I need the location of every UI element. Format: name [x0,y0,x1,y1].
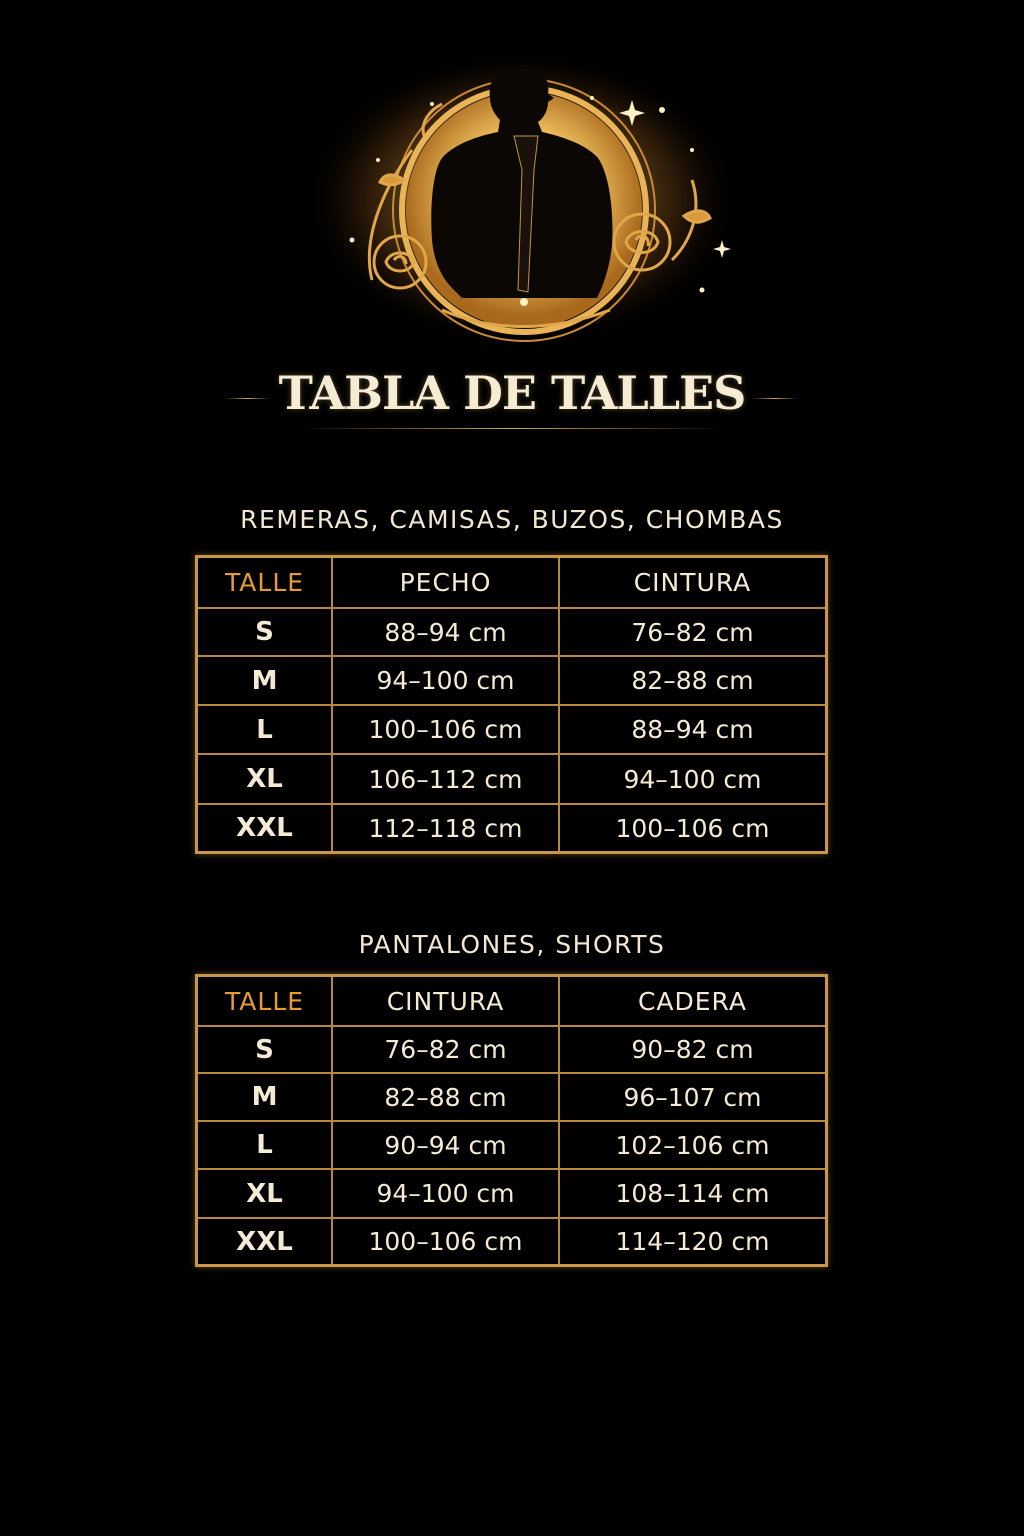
table-row [198,607,825,655]
measure-cell: 94–100 cm [333,1170,560,1217]
man-in-suit-emblem-icon [292,40,752,350]
measure-cell: 100–106 cm [333,706,560,753]
measure-cell: 82–88 cm [333,1074,560,1120]
measure-cell: 106–112 cm [333,755,560,803]
size-cell: S [198,1027,333,1072]
title-block [0,360,1024,440]
table-header-row [198,558,825,607]
header-cell-talle: TALLE [198,977,333,1025]
measure-cell: 94–100 cm [623,764,762,794]
table-row [198,753,825,803]
table-row [198,1120,825,1168]
measure-cell: 76–82 cm [333,1027,560,1072]
table-row [198,1168,825,1217]
title-underline [300,428,724,429]
table-row [198,803,825,851]
page-title: TABLA DE TALLES [278,366,746,420]
table-row [198,655,825,704]
header-cell-talle: TALLE [198,558,333,607]
size-cell: L [198,706,333,753]
measure-cell: 108–114 cm [615,1179,770,1208]
table-row [198,704,825,753]
measure-cell: 112–118 cm [333,805,560,851]
header-cell-pecho: PECHO [333,558,560,607]
size-table-tops [195,555,828,854]
header-cell-cintura: CINTURA [633,568,752,597]
header-cell-cadera: CADERA [637,986,748,1016]
measure-cell: 76–82 cm [631,617,754,647]
size-cell: XL [198,755,333,803]
size-cell: S [198,609,333,655]
measure-cell: 100–106 cm [333,1219,560,1264]
table-row [198,1217,825,1264]
measure-cell: 100–106 cm [615,813,770,843]
logo-emblem [292,40,752,350]
measure-cell: 90–82 cm [631,1035,754,1064]
size-cell: XXL [198,805,333,851]
section-title-tops: REMERAS, CAMISAS, BUZOS, CHOMBAS [240,505,784,534]
size-table-bottoms [195,974,828,1267]
measure-cell: 82–88 cm [631,666,754,695]
size-cell: M [198,1074,333,1120]
measure-cell: 114–120 cm [615,1227,770,1256]
size-cell: M [198,657,333,704]
measure-cell: 94–100 cm [333,657,560,704]
size-cell: XXL [198,1219,333,1264]
table-row [198,1072,825,1120]
measure-cell: 88–94 cm [631,715,754,744]
measure-cell: 96–107 cm [623,1082,762,1112]
section-title-bottoms: PANTALONES, SHORTS [358,930,666,959]
size-cell: XL [198,1170,333,1217]
header-cell-cintura: CINTURA [333,977,560,1025]
measure-cell: 90–94 cm [333,1122,560,1168]
table-header-row [198,977,825,1025]
measure-cell: 102–106 cm [615,1130,770,1160]
size-cell: L [198,1122,333,1168]
measure-cell: 88–94 cm [333,609,560,655]
table-row [198,1025,825,1072]
